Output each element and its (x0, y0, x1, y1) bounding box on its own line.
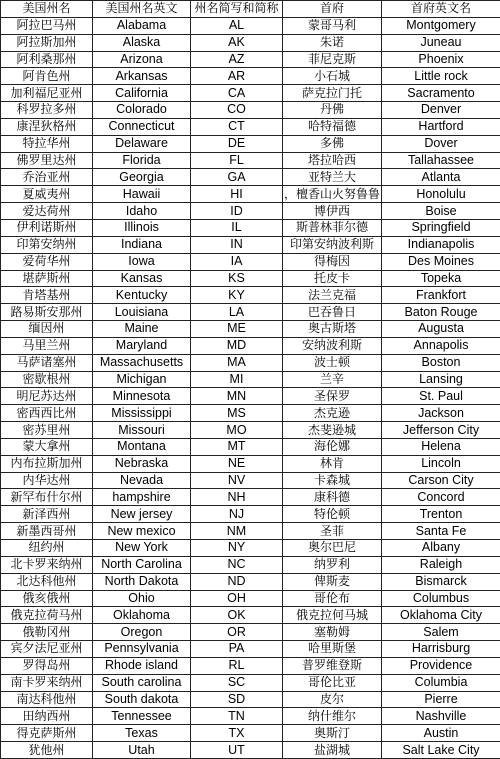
capital-en-cell: St. Paul (382, 388, 500, 405)
capital-en-cell: Frankfort (382, 287, 500, 304)
capital-en-cell: Sacramento (382, 85, 500, 102)
state-abbreviation-cell: CO (191, 102, 283, 119)
state-name-en-cell: Mississippi (93, 405, 191, 422)
state-name-cn-cell: 犹他州 (1, 742, 93, 759)
state-abbreviation-cell: NH (191, 489, 283, 506)
state-name-en-cell: New York (93, 540, 191, 557)
state-abbreviation-cell: HI (191, 186, 283, 203)
capital-en-cell: Boise (382, 203, 500, 220)
capital-cn-cell: 哈特福德 (283, 118, 382, 135)
state-name-en-cell: Colorado (93, 102, 191, 119)
table-row (1, 169, 500, 186)
state-name-cn-cell: 南达科他州 (1, 691, 93, 708)
state-abbreviation-cell: DE (191, 135, 283, 152)
state-name-en-cell: Iowa (93, 253, 191, 270)
capital-cn-cell: 小石城 (283, 68, 382, 85)
state-abbreviation-cell: SC (191, 674, 283, 691)
capital-en-cell: Lincoln (382, 455, 500, 472)
state-name-en-cell: New mexico (93, 523, 191, 540)
state-abbreviation-cell: SD (191, 691, 283, 708)
capital-cn-cell: 多佛 (283, 135, 382, 152)
capital-cn-cell: 塞勒姆 (283, 624, 382, 641)
state-name-cn-cell: 密苏里州 (1, 422, 93, 439)
state-name-cn-cell: 阿利桑那州 (1, 51, 93, 68)
capital-cn-cell: 皮尔 (283, 691, 382, 708)
state-abbreviation-cell: ND (191, 573, 283, 590)
table-row (1, 337, 500, 354)
table-row (1, 135, 500, 152)
capital-en-cell: Dover (382, 135, 500, 152)
state-abbreviation-cell: IN (191, 236, 283, 253)
state-abbreviation-cell: GA (191, 169, 283, 186)
state-name-cn-cell: 康涅狄格州 (1, 118, 93, 135)
capital-en-cell: Baton Rouge (382, 304, 500, 321)
state-name-en-cell: Illinois (93, 219, 191, 236)
header-state-name-en: 美国州名英文 (93, 1, 191, 18)
state-name-en-cell: Florida (93, 152, 191, 169)
capital-cn-cell: 巴吞鲁日 (283, 304, 382, 321)
table-row (1, 287, 500, 304)
capital-en-cell: Trenton (382, 506, 500, 523)
table-row (1, 236, 500, 253)
state-name-cn-cell: 夏威夷州 (1, 186, 93, 203)
state-abbreviation-cell: ME (191, 321, 283, 338)
state-name-en-cell: Oregon (93, 624, 191, 641)
state-abbreviation-cell: AZ (191, 51, 283, 68)
state-name-en-cell: Connecticut (93, 118, 191, 135)
state-abbreviation-cell: MI (191, 371, 283, 388)
capital-en-cell: Juneau (382, 34, 500, 51)
state-name-en-cell: Utah (93, 742, 191, 759)
capital-en-cell: Denver (382, 102, 500, 119)
state-abbreviation-cell: MA (191, 354, 283, 371)
table-row (1, 118, 500, 135)
table-row (1, 51, 500, 68)
state-name-en-cell: North Carolina (93, 556, 191, 573)
capital-cn-cell: 蒙哥马利 (283, 17, 382, 34)
state-name-en-cell: Delaware (93, 135, 191, 152)
capital-en-cell: Jackson (382, 405, 500, 422)
capital-cn-cell: 菲尼克斯 (283, 51, 382, 68)
capital-en-cell: Phoenix (382, 51, 500, 68)
state-abbreviation-cell: CA (191, 85, 283, 102)
state-name-en-cell: Montana (93, 438, 191, 455)
state-abbreviation-cell: NM (191, 523, 283, 540)
state-name-en-cell: Massachusetts (93, 354, 191, 371)
table-row (1, 556, 500, 573)
table-row (1, 624, 500, 641)
capital-en-cell: Salt Lake City (382, 742, 500, 759)
capital-cn-cell: 波士顿 (283, 354, 382, 371)
state-abbreviation-cell: UT (191, 742, 283, 759)
table-row (1, 422, 500, 439)
capital-cn-cell: 塔拉哈西 (283, 152, 382, 169)
state-name-cn-cell: 内华达州 (1, 472, 93, 489)
table-row (1, 742, 500, 759)
state-name-en-cell: Arkansas (93, 68, 191, 85)
state-name-en-cell: Alabama (93, 17, 191, 34)
table-body (1, 17, 500, 758)
capital-en-cell: Springfield (382, 219, 500, 236)
capital-en-cell: Bismarck (382, 573, 500, 590)
table-row (1, 657, 500, 674)
capital-cn-cell: 斯普林菲尔德 (283, 219, 382, 236)
capital-en-cell: Tallahassee (382, 152, 500, 169)
capital-cn-cell: 哥伦布 (283, 590, 382, 607)
state-abbreviation-cell: AL (191, 17, 283, 34)
capital-cn-cell: 盐湖城 (283, 742, 382, 759)
capital-cn-cell: 法兰克福 (283, 287, 382, 304)
state-abbreviation-cell: MO (191, 422, 283, 439)
state-name-cn-cell: 田纳西州 (1, 708, 93, 725)
state-abbreviation-cell: MT (191, 438, 283, 455)
state-abbreviation-cell: AK (191, 34, 283, 51)
state-name-cn-cell: 阿肯色州 (1, 68, 93, 85)
capital-cn-cell: 纳罗利 (283, 556, 382, 573)
table-row (1, 641, 500, 658)
table-row (1, 472, 500, 489)
capital-en-cell: Pierre (382, 691, 500, 708)
state-name-cn-cell: 伊利诺斯州 (1, 219, 93, 236)
state-name-cn-cell: 内布拉斯加州 (1, 455, 93, 472)
state-name-cn-cell: 肯塔基州 (1, 287, 93, 304)
header-capital-en: 首府英文名 (382, 1, 500, 18)
capital-en-cell: Austin (382, 725, 500, 742)
capital-en-cell: Topeka (382, 270, 500, 287)
state-abbreviation-cell: NY (191, 540, 283, 557)
table-row (1, 17, 500, 34)
capital-en-cell: Carson City (382, 472, 500, 489)
state-name-en-cell: Texas (93, 725, 191, 742)
table-header-row (1, 1, 500, 18)
capital-cn-cell: ，檀香山火努鲁鲁 (283, 186, 382, 203)
state-abbreviation-cell: OK (191, 607, 283, 624)
table-row (1, 691, 500, 708)
capital-en-cell: Columbus (382, 590, 500, 607)
state-name-cn-cell: 路易斯安那州 (1, 304, 93, 321)
table-row (1, 438, 500, 455)
table-row (1, 725, 500, 742)
state-name-cn-cell: 俄亥俄州 (1, 590, 93, 607)
table-row (1, 506, 500, 523)
state-name-en-cell: New jersey (93, 506, 191, 523)
state-name-cn-cell: 乔治亚州 (1, 169, 93, 186)
capital-cn-cell: 康科德 (283, 489, 382, 506)
capital-cn-cell: 卡森城 (283, 472, 382, 489)
state-name-en-cell: Rhode island (93, 657, 191, 674)
state-name-en-cell: hampshire (93, 489, 191, 506)
state-name-en-cell: Indiana (93, 236, 191, 253)
capital-cn-cell: 杰克逊 (283, 405, 382, 422)
capital-cn-cell: 奥尔巴尼 (283, 540, 382, 557)
capital-cn-cell: 特伦顿 (283, 506, 382, 523)
capital-en-cell: Annapolis (382, 337, 500, 354)
capital-en-cell: Concord (382, 489, 500, 506)
capital-en-cell: Boston (382, 354, 500, 371)
state-name-cn-cell: 北达科他州 (1, 573, 93, 590)
state-name-en-cell: Kentucky (93, 287, 191, 304)
state-name-cn-cell: 爱达荷州 (1, 203, 93, 220)
state-abbreviation-cell: IL (191, 219, 283, 236)
state-name-cn-cell: 密西西比州 (1, 405, 93, 422)
state-name-cn-cell: 北卡罗来纳州 (1, 556, 93, 573)
table-row (1, 573, 500, 590)
capital-cn-cell: 萨克拉门托 (283, 85, 382, 102)
state-abbreviation-cell: MN (191, 388, 283, 405)
state-name-cn-cell: 密歇根州 (1, 371, 93, 388)
state-name-cn-cell: 新墨西哥州 (1, 523, 93, 540)
state-name-en-cell: Nebraska (93, 455, 191, 472)
state-name-en-cell: Idaho (93, 203, 191, 220)
capital-en-cell: Hartford (382, 118, 500, 135)
state-name-en-cell: Pennsylvania (93, 641, 191, 658)
capital-cn-cell: 圣保罗 (283, 388, 382, 405)
table-row (1, 388, 500, 405)
state-name-cn-cell: 阿拉斯加州 (1, 34, 93, 51)
state-abbreviation-cell: IA (191, 253, 283, 270)
state-name-cn-cell: 罗得岛州 (1, 657, 93, 674)
table-row (1, 186, 500, 203)
table-row (1, 371, 500, 388)
state-name-en-cell: Missouri (93, 422, 191, 439)
table-row (1, 152, 500, 169)
state-name-cn-cell: 特拉华州 (1, 135, 93, 152)
table-row (1, 607, 500, 624)
state-name-en-cell: Oklahoma (93, 607, 191, 624)
state-name-en-cell: California (93, 85, 191, 102)
capital-en-cell: Albany (382, 540, 500, 557)
capital-cn-cell: 托皮卡 (283, 270, 382, 287)
state-name-cn-cell: 加利福尼亚州 (1, 85, 93, 102)
capital-en-cell: Lansing (382, 371, 500, 388)
state-name-cn-cell: 新泽西州 (1, 506, 93, 523)
capital-cn-cell: 奥斯汀 (283, 725, 382, 742)
state-abbreviation-cell: KS (191, 270, 283, 287)
capital-en-cell: Nashville (382, 708, 500, 725)
capital-cn-cell: 林肯 (283, 455, 382, 472)
capital-cn-cell: 杰斐逊城 (283, 422, 382, 439)
state-name-cn-cell: 马里兰州 (1, 337, 93, 354)
capital-cn-cell: 兰辛 (283, 371, 382, 388)
state-name-en-cell: Ohio (93, 590, 191, 607)
state-abbreviation-cell: NJ (191, 506, 283, 523)
state-name-cn-cell: 俄克拉荷马州 (1, 607, 93, 624)
capital-en-cell: Helena (382, 438, 500, 455)
capital-en-cell: Indianapolis (382, 236, 500, 253)
capital-cn-cell: 哈里斯堡 (283, 641, 382, 658)
table-row (1, 489, 500, 506)
state-abbreviation-cell: OR (191, 624, 283, 641)
table-row (1, 540, 500, 557)
state-name-en-cell: Michigan (93, 371, 191, 388)
table-row (1, 321, 500, 338)
state-abbreviation-cell: AR (191, 68, 283, 85)
state-abbreviation-cell: TN (191, 708, 283, 725)
state-name-cn-cell: 得克萨斯州 (1, 725, 93, 742)
table-row (1, 523, 500, 540)
table-row (1, 102, 500, 119)
capital-cn-cell: 印第安纳波利斯 (283, 236, 382, 253)
table-row (1, 455, 500, 472)
capital-en-cell: Oklahoma City (382, 607, 500, 624)
table-row (1, 354, 500, 371)
table-row (1, 405, 500, 422)
state-name-en-cell: Maryland (93, 337, 191, 354)
state-abbreviation-cell: NV (191, 472, 283, 489)
capital-en-cell: Columbia (382, 674, 500, 691)
state-abbreviation-cell: TX (191, 725, 283, 742)
capital-cn-cell: 丹佛 (283, 102, 382, 119)
table-row (1, 674, 500, 691)
state-name-cn-cell: 爱荷华州 (1, 253, 93, 270)
state-name-cn-cell: 印第安纳州 (1, 236, 93, 253)
state-name-en-cell: South dakota (93, 691, 191, 708)
state-name-en-cell: Louisiana (93, 304, 191, 321)
state-abbreviation-cell: RL (191, 657, 283, 674)
state-abbreviation-cell: NE (191, 455, 283, 472)
state-abbreviation-cell: MD (191, 337, 283, 354)
header-capital-cn: 首府 (283, 1, 382, 18)
capital-cn-cell: 普罗维登斯 (283, 657, 382, 674)
header-state-abbreviation: 州名简写和简称 (191, 1, 283, 18)
capital-en-cell: Salem (382, 624, 500, 641)
state-abbreviation-cell: MS (191, 405, 283, 422)
state-name-en-cell: Hawaii (93, 186, 191, 203)
state-name-cn-cell: 明尼苏达州 (1, 388, 93, 405)
state-name-en-cell: Tennessee (93, 708, 191, 725)
capital-en-cell: Little rock (382, 68, 500, 85)
state-name-cn-cell: 缅因州 (1, 321, 93, 338)
capital-en-cell: Honolulu (382, 186, 500, 203)
table-row (1, 270, 500, 287)
capital-en-cell: Providence (382, 657, 500, 674)
capital-cn-cell: 俾斯麦 (283, 573, 382, 590)
capital-cn-cell: 海伦娜 (283, 438, 382, 455)
state-name-cn-cell: 宾夕法尼亚州 (1, 641, 93, 658)
state-name-cn-cell: 蒙大拿州 (1, 438, 93, 455)
state-name-en-cell: South carolina (93, 674, 191, 691)
capital-en-cell: Des Moines (382, 253, 500, 270)
capital-en-cell: Raleigh (382, 556, 500, 573)
state-name-cn-cell: 纽约州 (1, 540, 93, 557)
state-name-en-cell: Maine (93, 321, 191, 338)
state-abbreviation-cell: CT (191, 118, 283, 135)
table-row (1, 219, 500, 236)
table-row (1, 68, 500, 85)
capital-cn-cell: 朱诺 (283, 34, 382, 51)
header-state-name-cn: 美国州名 (1, 1, 93, 18)
state-name-cn-cell: 俄勒冈州 (1, 624, 93, 641)
state-name-en-cell: Alaska (93, 34, 191, 51)
table-row (1, 590, 500, 607)
state-name-cn-cell: 科罗拉多州 (1, 102, 93, 119)
state-name-en-cell: North Dakota (93, 573, 191, 590)
capital-cn-cell: 奥古斯塔 (283, 321, 382, 338)
state-name-cn-cell: 新罕布什尔州 (1, 489, 93, 506)
capital-en-cell: Atlanta (382, 169, 500, 186)
state-abbreviation-cell: FL (191, 152, 283, 169)
state-name-en-cell: Minnesota (93, 388, 191, 405)
table-row (1, 304, 500, 321)
table-row (1, 253, 500, 270)
capital-cn-cell: 俄克拉何马城 (283, 607, 382, 624)
capital-en-cell: Santa Fe (382, 523, 500, 540)
state-abbreviation-cell: ID (191, 203, 283, 220)
capital-cn-cell: 纳什维尔 (283, 708, 382, 725)
state-name-cn-cell: 佛罗里达州 (1, 152, 93, 169)
capital-cn-cell: 得梅因 (283, 253, 382, 270)
capital-cn-cell: 博伊西 (283, 203, 382, 220)
table-row (1, 708, 500, 725)
state-name-en-cell: Georgia (93, 169, 191, 186)
state-name-cn-cell: 马萨诸塞州 (1, 354, 93, 371)
state-abbreviation-cell: LA (191, 304, 283, 321)
capital-cn-cell: 圣菲 (283, 523, 382, 540)
capital-en-cell: Jefferson City (382, 422, 500, 439)
state-name-en-cell: Arizona (93, 51, 191, 68)
state-abbreviation-cell: NC (191, 556, 283, 573)
capital-en-cell: Harrisburg (382, 641, 500, 658)
capital-en-cell: Augusta (382, 321, 500, 338)
capital-en-cell: Montgomery (382, 17, 500, 34)
table-row (1, 34, 500, 51)
capital-cn-cell: 亚特兰大 (283, 169, 382, 186)
state-abbreviation-cell: OH (191, 590, 283, 607)
capital-cn-cell: 安纳波利斯 (283, 337, 382, 354)
state-name-cn-cell: 堪萨斯州 (1, 270, 93, 287)
table-row (1, 85, 500, 102)
state-name-en-cell: Kansas (93, 270, 191, 287)
state-name-cn-cell: 南卡罗来纳州 (1, 674, 93, 691)
table-row (1, 203, 500, 220)
state-abbreviation-cell: PA (191, 641, 283, 658)
capital-cn-cell: 哥伦比亚 (283, 674, 382, 691)
state-name-cn-cell: 阿拉巴马州 (1, 17, 93, 34)
state-abbreviation-cell: KY (191, 287, 283, 304)
state-name-en-cell: Nevada (93, 472, 191, 489)
